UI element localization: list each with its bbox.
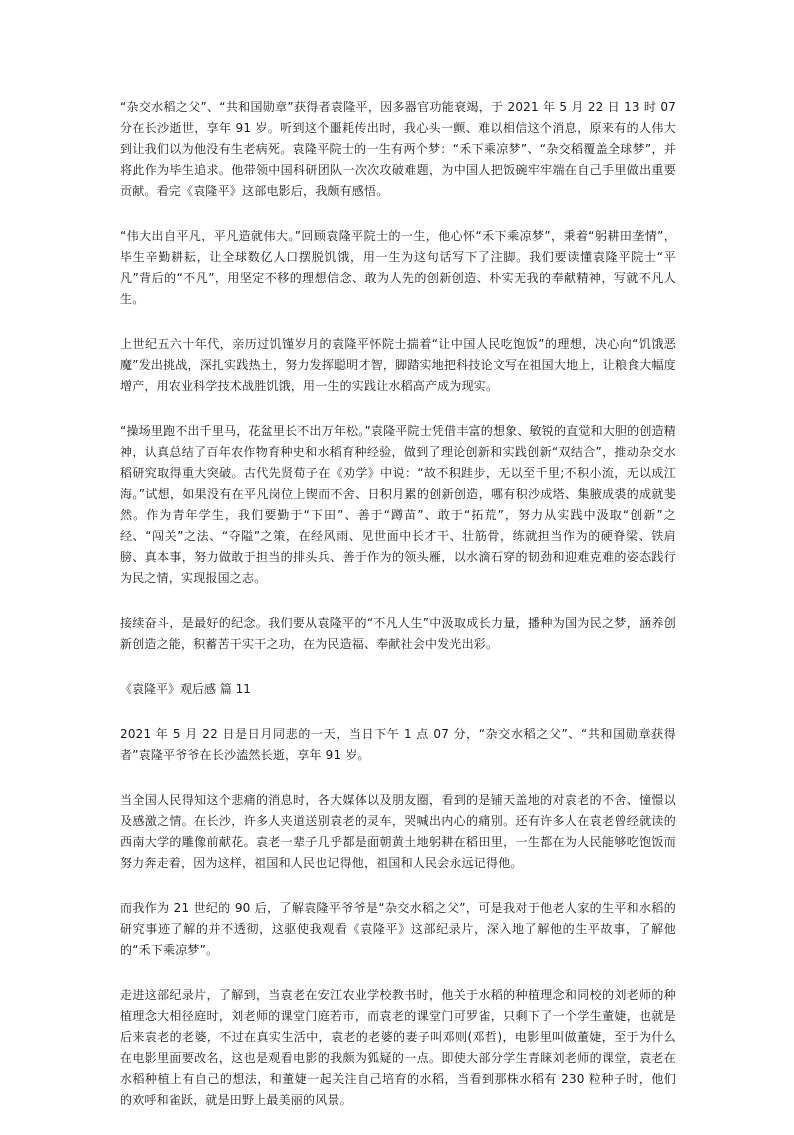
- document-page: [120, 97, 676, 1135]
- paragraph: 上世纪五六十年代，亲历过饥馑岁月的袁隆平怀院士揣着“让中国人民吃饱饭”的理想，决心向“饥饿恶魔”发出挑战，深扎实践热土，努力发挥聪明才智，脚踏实地把科技论文写在祖国大地上，让粮食大幅度增产，用农业科学技术战胜饥饿，用一生的实践让水稻高产成为现实。: [120, 337, 676, 393]
- paragraph: 接续奋斗，是最好的纪念。我们要从袁隆平的“不凡人生”中汲取成长力量，播种为国为民之梦，涵养创新创造之能，积蓄苦干实干之功，在为民造福、奉献社会中发光出彩。: [120, 616, 676, 651]
- paragraph: “杂交水稻之父”、“共和国勋章”获得者袁隆平，因多器官功能衰竭，于 2021 年 5 月 22 日 13 时 07 分在长沙逝世，享年 91 岁。听到这个噩耗传出时，我心头一颤、难以相信这个消息，原来有的人伟大到让我们以为他没有生老病死。袁隆平院士的一生有两个梦：“禾下乘凉梦”、“杂交稻覆盖全球梦”，并将此作为毕生追求。他带领中国科研团队一次次攻破难题，为中国人把饭碗牢牢端在自己手里做出重要贡献。看完《袁隆平》这部电影后，我颇有感悟。: [120, 100, 676, 198]
- paragraph: 走进这部纪录片，了解到，当袁老在安江农业学校教书时，他关于水稻的种植理念和同校的刘老师的种植理念大相径庭时，刘老师的课堂门庭若市，而袁老的课堂门可罗雀，只剩下了一个学生董婕，也就是后来袁老的老婆，不过在真实生活中，袁老的老婆的妻子叫邓则(邓哲)，电影里叫做董婕，至于为什么在电影里面要改名，这也是观看电影的我颇为狐疑的一点。即使大部分学生青睐刘老师的课堂，袁老在水稻种植上有自己的想法，和董婕一起关注自己培育的水稻，当看到那株水稻有 230 粒种子时，他们的欢呼和雀跃，就是田野上最美丽的风景。: [120, 988, 676, 1107]
- paragraph: “伟大出自平凡，平凡造就伟大。”回顾袁隆平院士的一生，他心怀“禾下乘凉梦”，秉着“躬耕田垄情”，毕生辛勤耕耘，让全球数亿人口摆脱饥饿，用一生为这句话写下了注脚。我们要读懂袁隆平院士“平凡”背后的“不凡”，用坚定不移的理想信念、敢为人先的创新创造、朴实无我的奉献精神，写就不凡人生。: [120, 229, 676, 306]
- paragraph: “操场里跑不出千里马，花盆里长不出万年松。”袁隆平院士凭借丰富的想象、敏锐的直觉和大胆的创造精神，认真总结了百年农作物育种史和水稻育种经验，做到了理论创新和实践创新“双结合”，推动杂交水稻研究取得重大突破。古代先贤荀子在《劝学》中说：“故不积跬步，无以至千里;不积小流，无以成江海。”试想，如果没有在平凡岗位上锲而不舍、日积月累的创新创造，哪有积沙成塔、集腋成裘的成就斐然。作为青年学生，我们要勤于“下田”、善于“蹲苗”、敢于“拓荒”，努力从实践中汲取“创新”之经、“闯关”之法、“夺隘”之策，在经风雨、见世面中长才干、壮筋骨，练就担当作为的硬脊梁、铁肩膀、真本事，努力做敢于担当的排头兵、善于作为的领头雁，以水滴石穿的韧劲和迎难克难的姿态践行为民之情，实现报国之志。: [120, 424, 676, 585]
- paragraph: 而我作为 21 世纪的 90 后，了解袁隆平爷爷是“杂交水稻之父”，可是我对于他老人家的生平和水稻的研究事迹了解的并不透彻，这驱使我观看《袁隆平》这部纪录片，深入地了解他的生平故事，了解他的“禾下乘凉梦”。: [120, 901, 676, 957]
- paragraph: 当全国人民得知这个悲痛的消息时，各大媒体以及朋友圈，看到的是铺天盖地的对袁老的不舍、憧憬以及感激之情。在长沙，许多人夹道送别袁老的灵车，哭喊出内心的痛别。还有许多人在袁老曾经就读的西南大学的雕像前献花。袁老一辈子几乎都是面朝黄土地躬耕在稻田里，一生都在为人民能够吃饱饭而努力奔走着，因为这样，祖国和人民也记得他，祖国和人民会永远记得他。: [120, 793, 676, 870]
- paragraph: 2021 年 5 月 22 日是日月同悲的一天，当日下午 1 点 07 分，“杂交水稻之父”、“共和国勋章获得者”袁隆平爷爷在长沙溘然长逝，享年 91 岁。: [120, 727, 676, 762]
- section-title: 《袁隆平》观后感 篇 11: [120, 682, 251, 696]
